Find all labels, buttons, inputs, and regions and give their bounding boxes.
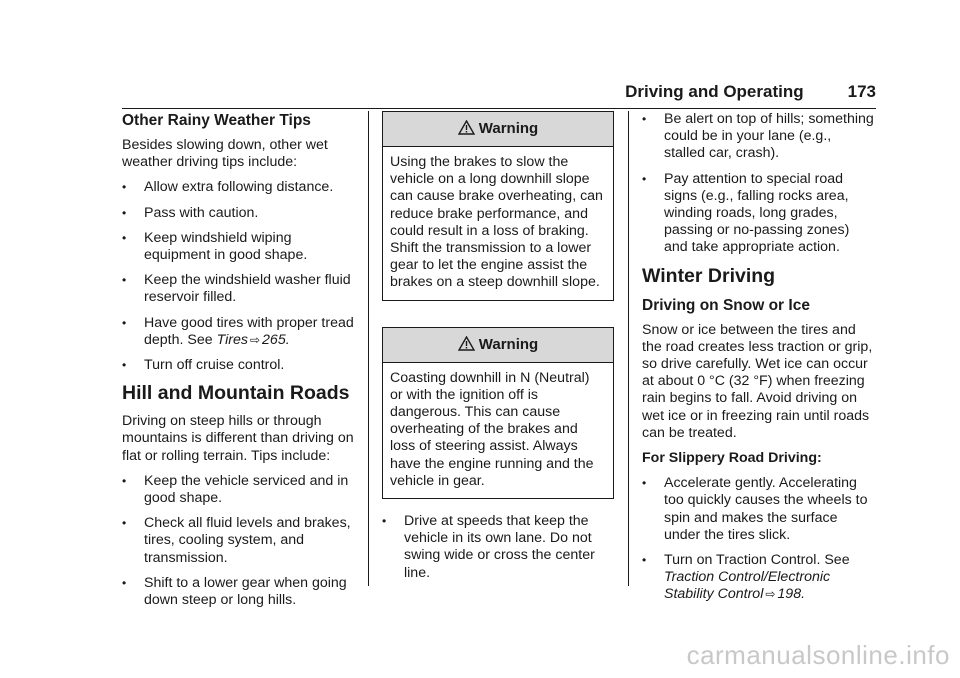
warning-triangle-icon <box>458 336 475 354</box>
list-item: • Check all fluid levels and brakes, tires, cooling system, and transmission. <box>122 515 354 567</box>
slippery-road-lead: For Slippery Road Driving: <box>642 450 822 467</box>
column-2 <box>382 111 614 590</box>
heading-driving-on-snow-or-ice: Driving on Snow or Ice <box>642 296 810 314</box>
warning-triangle-icon <box>458 120 475 138</box>
traction-control-link[interactable]: Traction Control/Electronic Stability Control <box>664 569 831 603</box>
watermark: carmanualsonline.info <box>686 640 950 670</box>
tip-tires-text: Have good tires with proper tread depth. See <box>144 314 354 348</box>
list-item: • Have good tires with proper tread depth. See Tires ⇨ 265. <box>122 315 354 349</box>
tires-page-ref[interactable]: 265 <box>262 331 286 348</box>
column-divider <box>368 111 369 586</box>
list-item: • Pay attention to special road signs (e.g., falling rocks area, winding roads, long grades, passing or no-passing zones) and take appropriate action. <box>642 171 876 257</box>
list-item: • Turn on Traction Control. See Traction Control/Electronic Stability Control ⇨ 198. <box>642 552 876 604</box>
warning-header <box>383 112 613 147</box>
section-title: Driving and Operating <box>625 82 804 101</box>
traction-page-ref[interactable]: 198 <box>777 586 802 603</box>
list-item: • Be alert on top of hills; something could be in your lane (e.g., stalled car, crash). <box>642 111 876 163</box>
snow-ice-paragraph: Snow or ice between the tires and the road creates less traction or grip, so drive carefully. Wet ice can occur at about 0 °C (32 °F) when freezing rain begins to fall. Avoid driving on wet ice or in freezing rain until roads can be treated. <box>642 321 873 441</box>
heading-other-rainy-weather-tips: Other Rainy Weather Tips <box>122 112 311 129</box>
page-reference-arrow-icon: ⇨ <box>765 587 776 602</box>
list-item: • Keep the windshield washer fluid reservoir filled. <box>122 272 354 306</box>
lane-tip-list <box>382 513 614 582</box>
warning-header <box>383 328 613 363</box>
list-item: • Turn off cruise control. <box>122 357 354 374</box>
warning-box-coasting <box>382 327 614 499</box>
heading-hill-mountain-roads: Hill and Mountain Roads <box>122 382 350 405</box>
page-header <box>122 82 876 109</box>
list-item: • Shift to a lower gear when going down steep or long hills. <box>122 575 354 609</box>
warning-box-brakes <box>382 111 614 301</box>
list-item: • Allow extra following distance. <box>122 179 354 196</box>
intro-rainy: Besides slowing down, other wet weather driving tips include: <box>122 137 328 171</box>
list-item: • Keep the vehicle serviced and in good shape. <box>122 473 354 507</box>
traction-tip-text: Turn on Traction Control. See <box>664 552 850 569</box>
hill-tips-continued-list <box>642 111 876 257</box>
intro-hill: Driving on steep hills or through mountains is different than driving on flat or rolling terrain. Tips include: <box>122 413 354 464</box>
warning-body: Using the brakes to slow the vehicle on a long downhill slope can cause brake overheating, can reduce brake performance, and could result in a loss of braking. Shift the transmission to a lower gear to let the engine assist the brakes on a steep downhill slope. <box>390 154 603 291</box>
column-1 <box>122 111 354 617</box>
page-reference-arrow-icon: ⇨ <box>249 332 261 347</box>
list-item: • Pass with caution. <box>122 205 354 222</box>
warning-title: Warning <box>478 336 539 354</box>
warning-title: Warning <box>478 120 539 138</box>
list-item: • Drive at speeds that keep the vehicle in its own lane. Do not swing wide or cross the center line. <box>382 513 614 582</box>
hill-tips-list <box>122 473 354 609</box>
slippery-tips-list <box>642 475 876 603</box>
warning-body: Coasting downhill in N (Neutral) or with the ignition off is dangerous. This can cause overheating of the brakes and loss of steering assist. Always have the engine running and the vehicle in gear. <box>390 369 594 489</box>
rainy-tips-list <box>122 179 354 374</box>
tires-link[interactable]: Tires <box>216 331 248 348</box>
column-3 <box>642 111 876 612</box>
column-divider <box>628 111 629 586</box>
heading-winter-driving: Winter Driving <box>642 264 776 287</box>
list-item: • Keep windshield wiping equipment in good shape. <box>122 230 354 264</box>
page-number: 173 <box>847 82 876 101</box>
list-item: • Accelerate gently. Accelerating too quickly causes the wheels to spin and makes the surface under the tires slick. <box>642 475 876 544</box>
